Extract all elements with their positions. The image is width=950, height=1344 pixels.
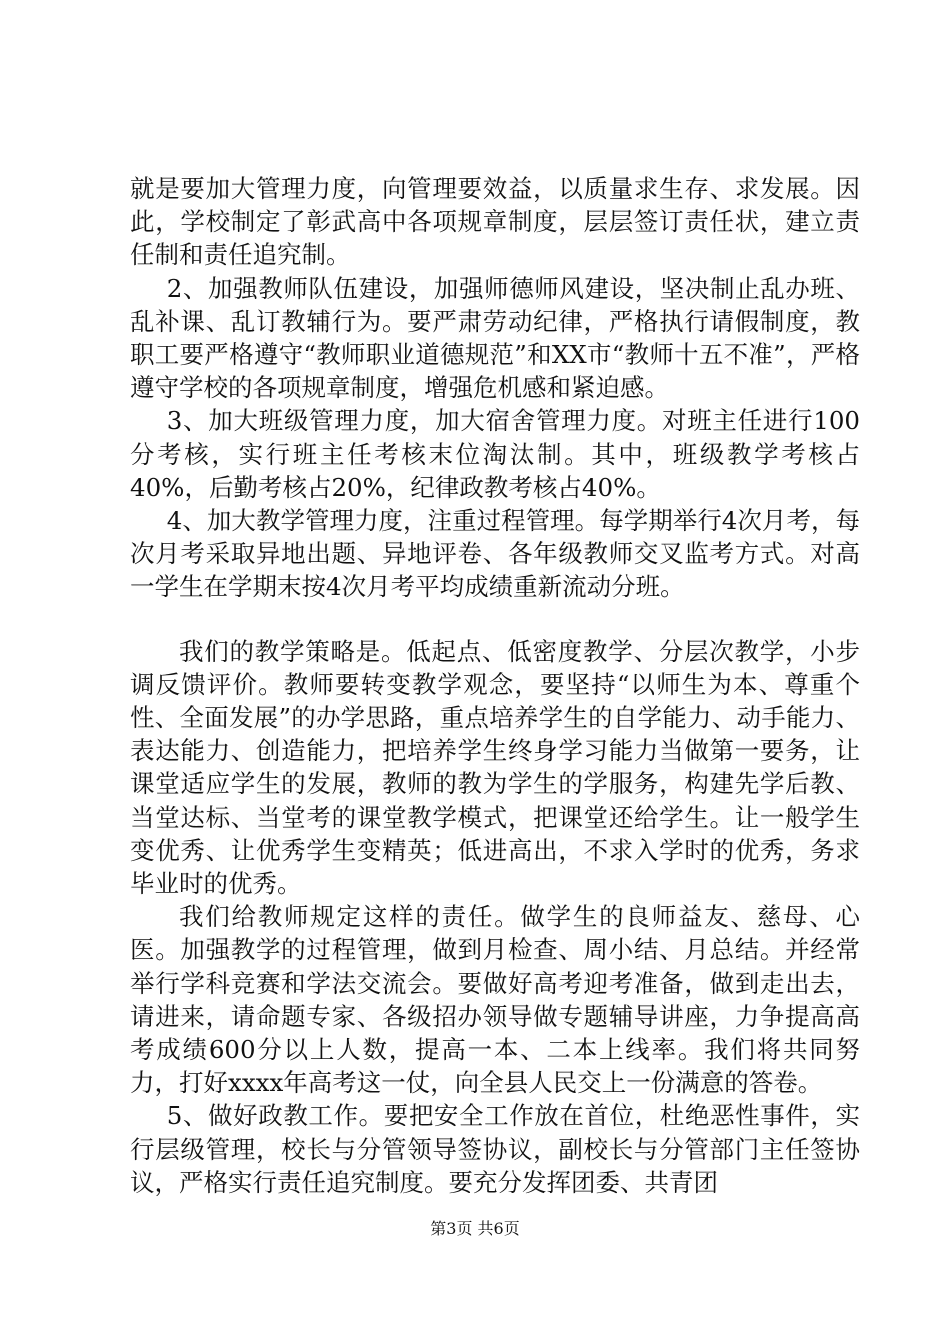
paragraph-item-3: 3、加大班级管理力度，加大宿舍管理力度。对班主任进行100分考核，实行班主任考核末位淘汰制。其中，班级教学考核占40%，后勤考核占20%，纪律政教考核占40%。 <box>130 406 860 502</box>
paragraph-item-4: 4、加大教学管理力度，注重过程管理。每学期举行4次月考，每次月考采取异地出题、异地评卷、各年级教师交叉监考方式。对高一学生在学期末按4次月考平均成绩重新流动分班。 <box>130 506 860 602</box>
paragraph-item-5: 5、做好政教工作。要把安全工作放在首位，杜绝恶性事件，实行层级管理，校长与分管领导签协议，副校长与分管部门主任签协议，严格实行责任追究制度。要充分发挥团委、共青团 <box>130 1101 860 1197</box>
paragraph-item-2: 2、加强教师队伍建设，加强师德师风建设，坚决制止乱办班、乱补课、乱订教辅行为。要严肃劳动纪律，严格执行请假制度，教职工要严格遵守“教师职业道德规范”和XX市“教师十五不准”，严格遵守学校的各项规章制度，增强危机感和紧迫感。 <box>130 273 860 403</box>
paragraph-continuation: 就是要加大管理力度，向管理要效益，以质量求生存、求发展。因此，学校制定了彰武高中各项规章制度，层层签订责任状，建立责任制和责任追究制。 <box>130 174 860 270</box>
document-body <box>130 172 860 1199</box>
paragraph-gap <box>130 604 860 635</box>
paragraph-teacher-responsibility: 我们给教师规定这样的责任。做学生的良师益友、慈母、心医。加强教学的过程管理，做到月检查、周小结、月总结。并经常举行学科竞赛和学法交流会。要做好高考迎考准备，做到走出去，请进来，请命题专家、各级招办领导做专题辅导讲座，力争提高高考成绩600分以上人数，提高一本、二本上线率。我们将共同努力，打好xxxx年高考这一仗，向全县人民交上一份满意的答卷。 <box>130 902 860 1098</box>
paragraph-teaching-strategy: 我们的教学策略是。低起点、低密度教学、分层次教学，小步调反馈评价。教师要转变教学观念，要坚持“以师生为本、尊重个性、全面发展”的办学思路，重点培养学生的自学能力、动手能力、表达能力、创造能力，把培养学生终身学习能力当做第一要务，让课堂适应学生的发展，教师的教为学生的学服务，构建先学后教、当堂达标、当堂考的课堂教学模式，把课堂还给学生。让一般学生变优秀、让优秀学生变精英；低进高出，不求入学时的优秀，务求毕业时的优秀。 <box>130 636 860 899</box>
page-footer <box>0 1218 950 1240</box>
page-number: 第3页 共6页 <box>430 1219 520 1238</box>
